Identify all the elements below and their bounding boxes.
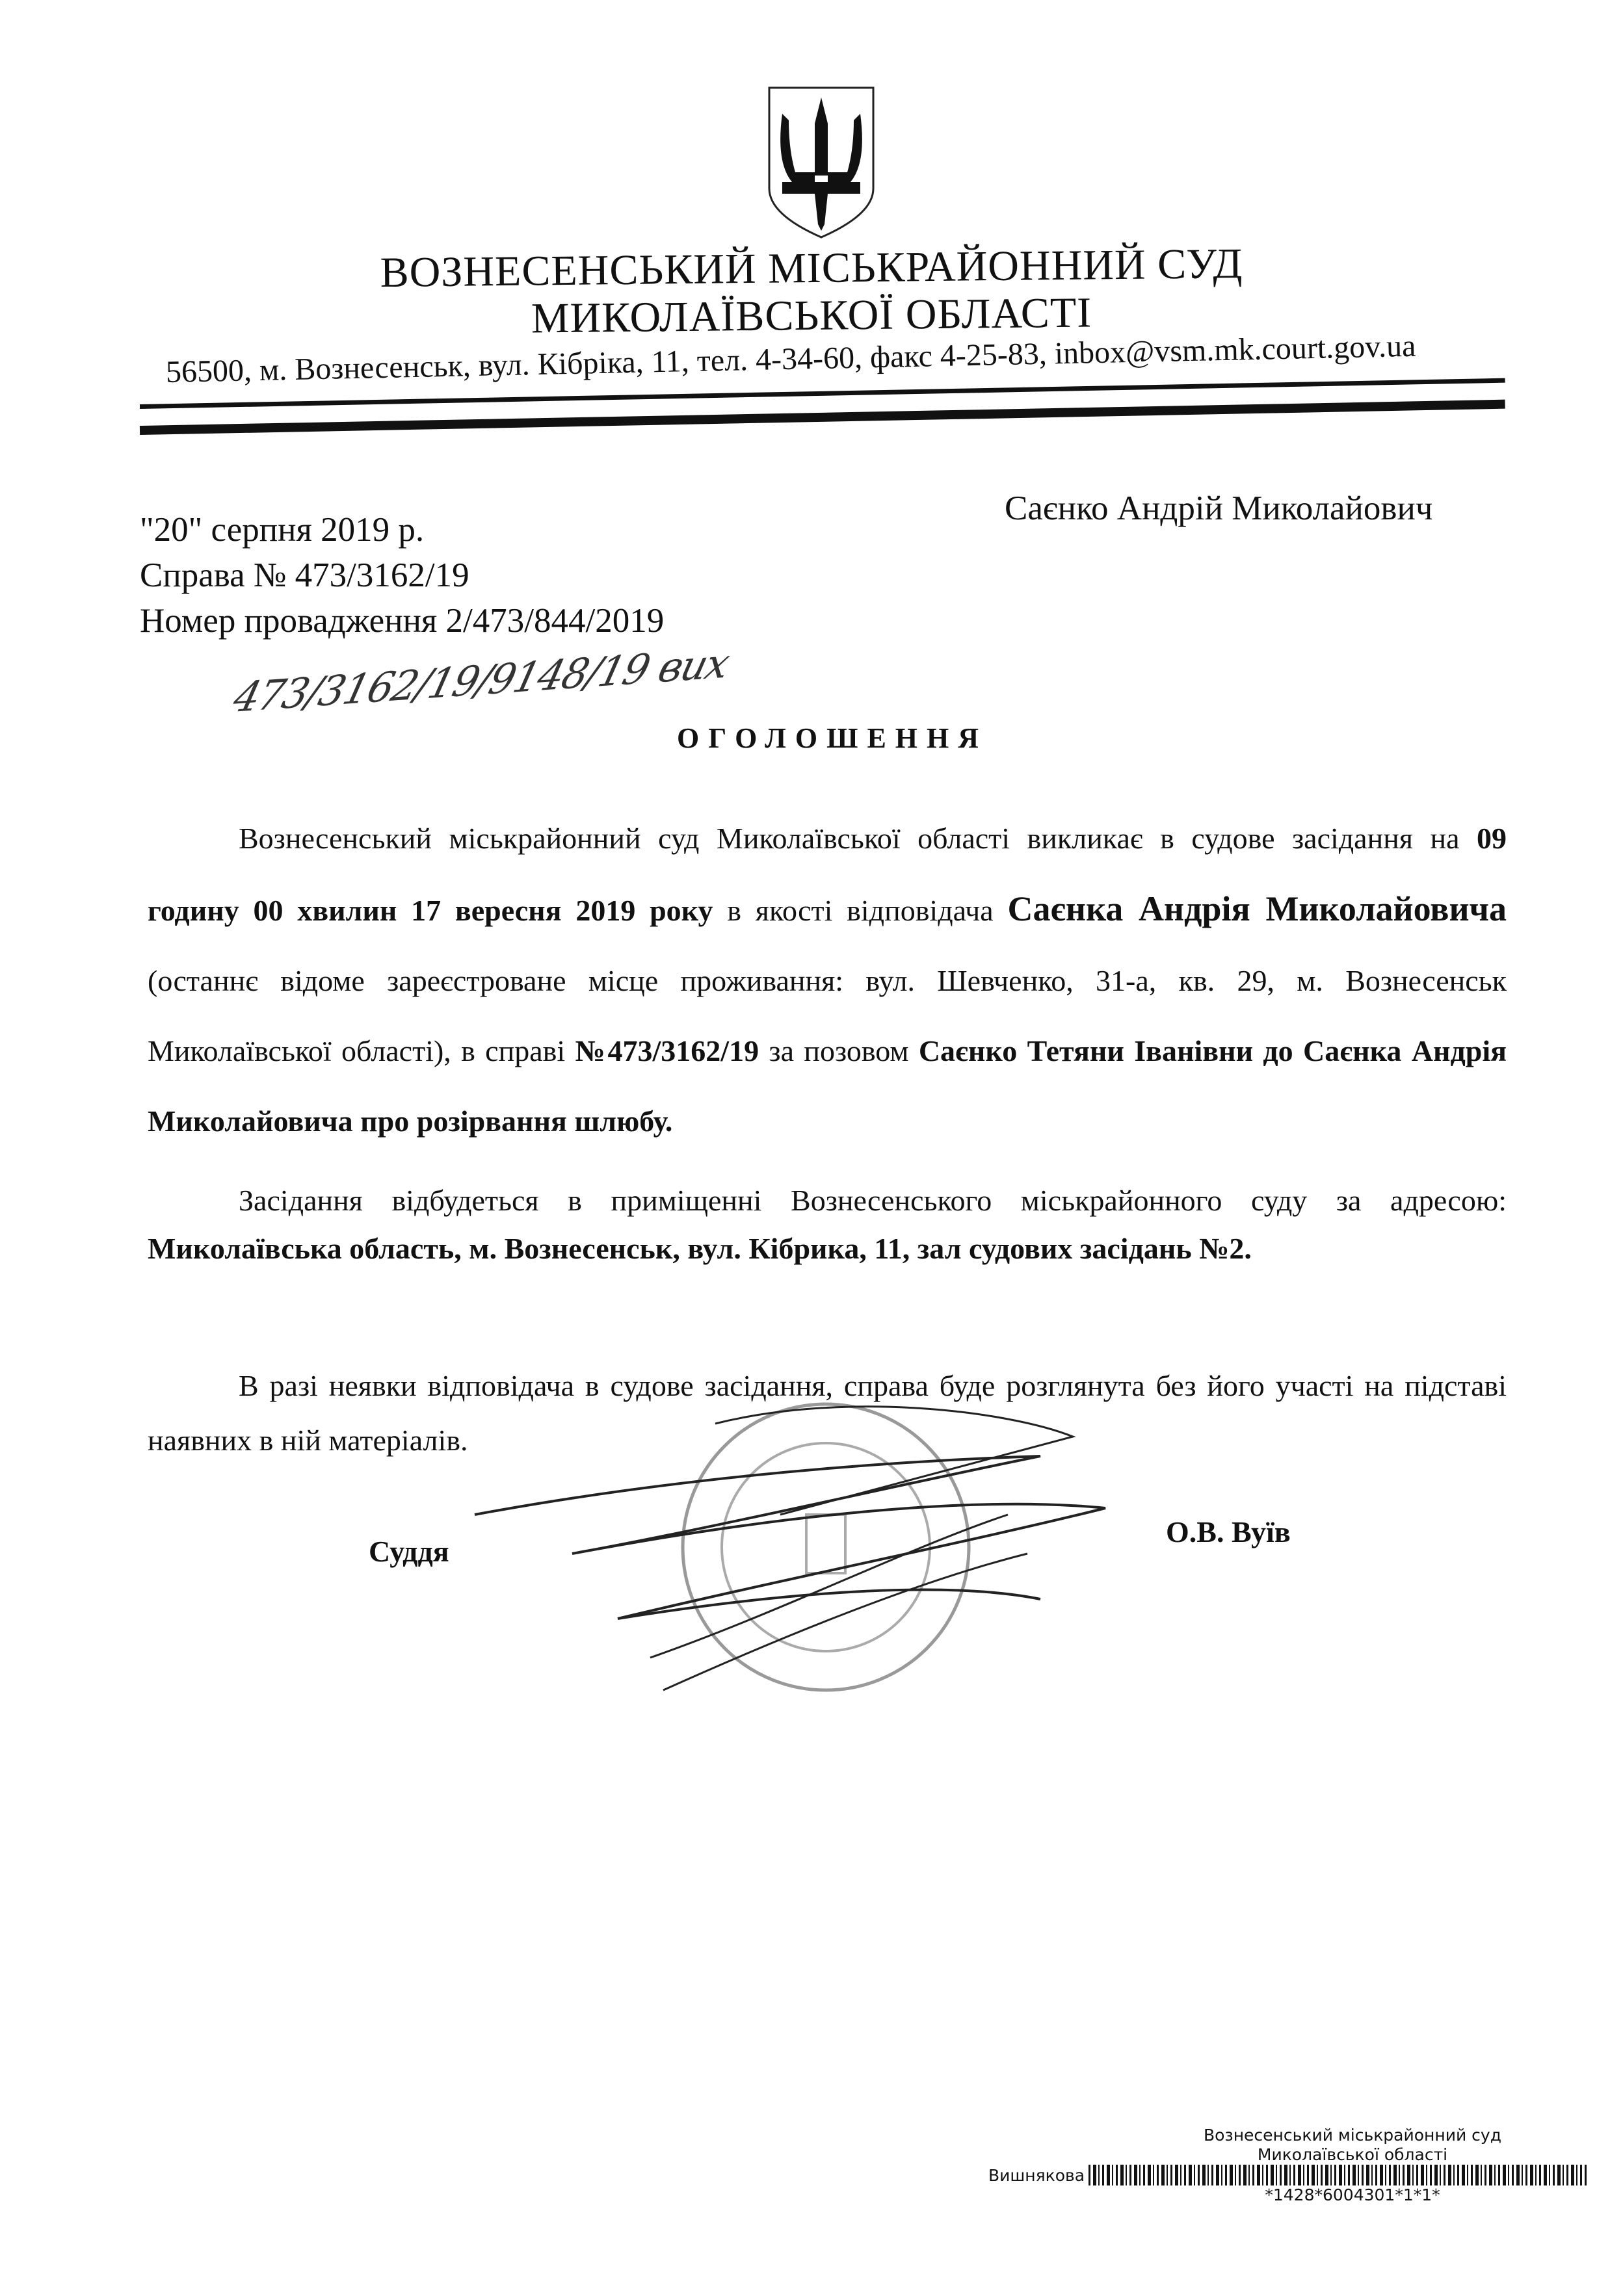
venue-address: Миколаївська область, м. Вознесенськ, вул. Кібрика, 11, зал судових засідань №2. xyxy=(148,1232,1252,1265)
handwritten-outgoing-number: 473/3162/19/9148/19 вих xyxy=(228,638,734,722)
document-heading: ОГОЛОШЕННЯ xyxy=(676,722,988,754)
claim-subject: Саєнко Тетяни Іванівни до Саєнка Андрія Миколайовича про розірвання шлюбу. xyxy=(148,1034,1507,1138)
court-name-line1: ВОЗНЕСЕНСЬКИЙ МІСЬКРАЙОННИЙ СУД xyxy=(380,240,1243,296)
text: Вознесенський міськрайонний суд Миколаївської області викликає в судове засідання на xyxy=(239,822,1477,855)
case-ref: №473/3162/19 xyxy=(575,1034,759,1067)
court-address: 56500, м. Вознесенськ, вул. Кібріка, 11, тел. 4-34-60, факс 4-25-83, inbox@vsm.mk.court.gov.ua xyxy=(165,328,1416,389)
court-name-line2: МИКОЛАЇВСЬКОЇ ОБЛАСТІ xyxy=(531,289,1092,343)
case-number: Справа № 473/3162/19 xyxy=(140,556,469,594)
text: В разі неявки відповідача в судове засідання, справа буде розглянута без його участі на підставі наявних в ній матеріалів. xyxy=(148,1369,1507,1457)
clerk-name: Вишнякова xyxy=(988,2165,1085,2185)
recipient-name: Саєнко Андрій Миколайович xyxy=(1005,489,1433,527)
judge-name: О.В. Вуїв xyxy=(1166,1515,1291,1548)
text: (останнє відоме зареєстроване місце проживання: вул. Шевченко, 31-а, кв. 29, м. Вознесенськ Миколаївської області), в справі xyxy=(148,964,1507,1067)
paragraph-summons xyxy=(148,803,1507,1156)
document-date: "20" серпня 2019 р. xyxy=(140,511,425,549)
judge-label: Суддя xyxy=(369,1535,449,1568)
registry-footer xyxy=(988,2126,1587,2205)
footer-court-line2: Миколаївської області xyxy=(1257,2145,1448,2164)
footer-court-line1: Вознесенський міськрайонний суд xyxy=(1203,2126,1502,2145)
barcode-number: *1428*6004301*1*1* xyxy=(1265,2185,1440,2204)
text: Засідання відбудеться в приміщенні Вознесенського міськрайонного суду за адресою: xyxy=(239,1184,1507,1217)
judge-signature xyxy=(455,1385,1235,1710)
text: за позовом xyxy=(759,1034,919,1067)
coat-of-arms-icon xyxy=(766,85,877,241)
paragraph-venue xyxy=(148,1177,1507,1273)
barcode xyxy=(1089,2165,1587,2185)
text: в якості відповідача xyxy=(713,894,1008,927)
proceeding-number: Номер провадження 2/473/844/2019 xyxy=(140,602,665,640)
hearing-datetime: 09 годину 00 хвилин 17 вересня 2019 року xyxy=(148,822,1507,927)
defendant-name: Саєнка Андрія Миколайовича xyxy=(1007,889,1507,928)
